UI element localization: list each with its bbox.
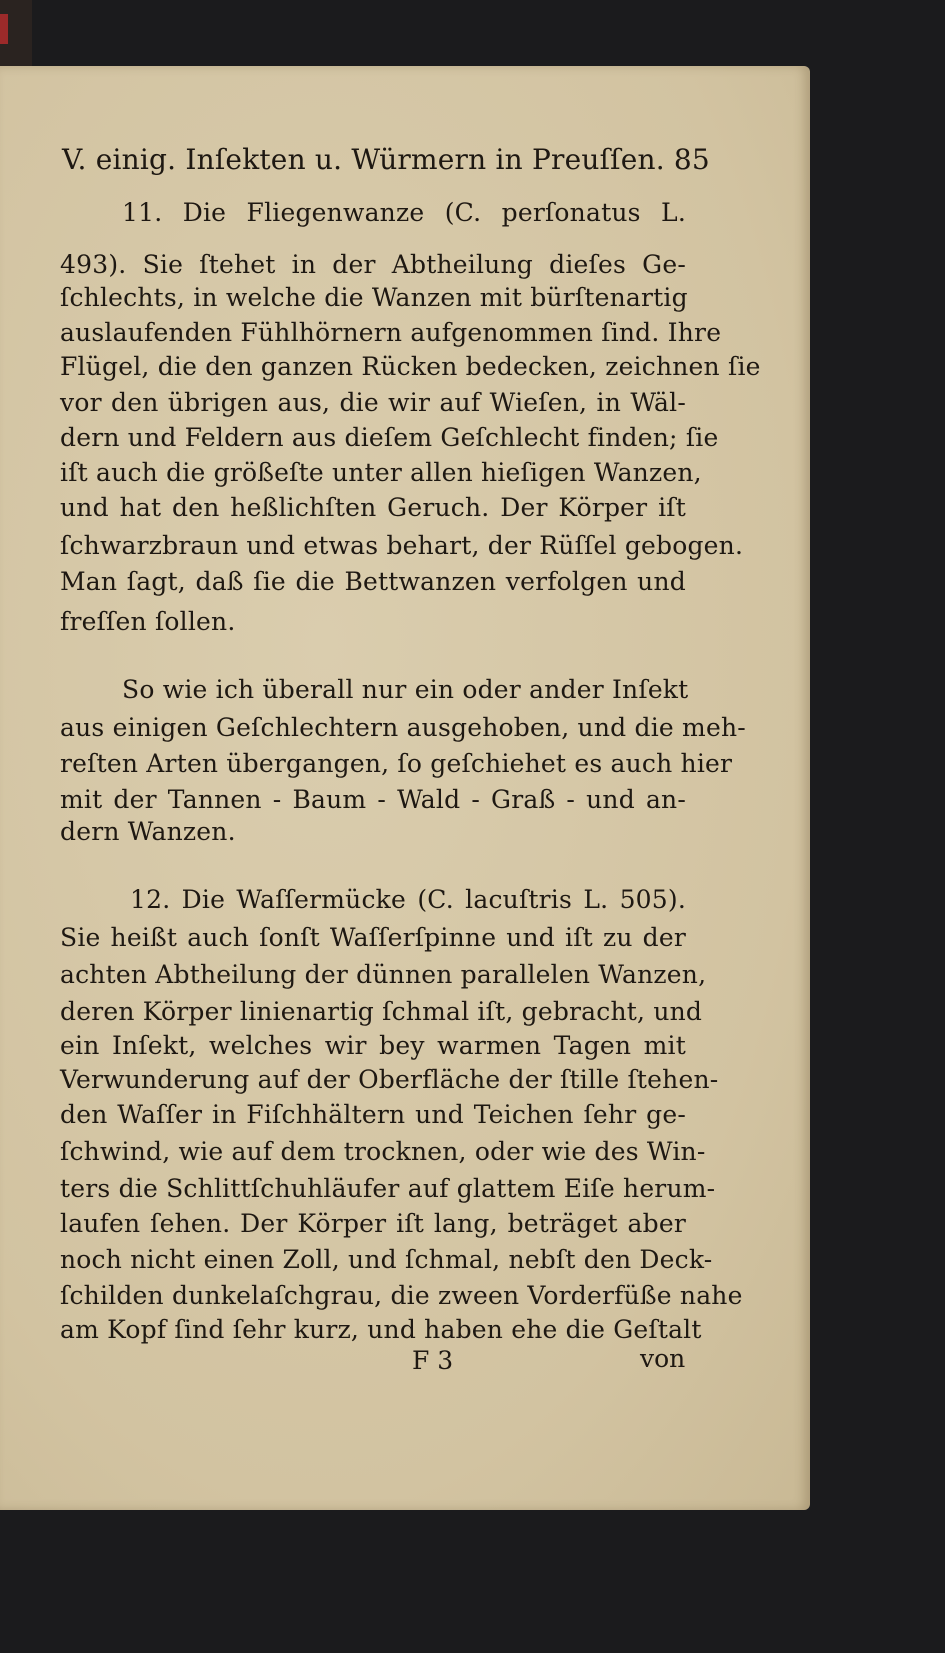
text-line: noch nicht einen Zoll, und ſchmal, nebſt den Deck- [60, 1245, 713, 1274]
text-line: Man ſagt, daß ſie die Bettwanzen verfolgen und [60, 567, 686, 596]
text-line: ſchlechts, in welche die Wanzen mit bürſtenartig [60, 283, 688, 312]
text-line: vor den übrigen aus, die wir auf Wieſen, in Wäl- [60, 388, 686, 417]
text-line: So wie ich überall nur ein oder ander Inſekt [122, 675, 689, 704]
text-line: ters die Schlittſchuhläufer auf glattem Eiſe herum- [60, 1174, 716, 1203]
text-line: auslaufenden Fühlhörnern aufgenommen ſind. Ihre [60, 318, 722, 347]
text-line: reſten Arten übergangen, ſo geſchiehet es auch hier [60, 749, 733, 778]
text-line: 493). Sie ſtehet in der Abtheilung dieſes Ge- [60, 250, 686, 279]
book-page [0, 66, 810, 1510]
text-line: 11. Die Fliegenwanze (C. perſonatus L. [122, 198, 686, 227]
text-line: Sie heißt auch ſonſt Waſſerſpinne und iſt zu der [60, 923, 686, 952]
text-line: ein Inſekt, welches wir bey warmen Tagen mit [60, 1031, 686, 1060]
running-title: V. einig. Inſekten u. Würmern in Preuſſen. [62, 143, 665, 176]
text-line: aus einigen Geſchlechtern ausgehoben, und die meh- [60, 713, 746, 742]
catchword: von [640, 1344, 686, 1373]
text-line: ſchwind, wie auf dem trocknen, oder wie des Win- [60, 1137, 706, 1166]
book-spine-edge [0, 0, 32, 66]
text-line: iſt auch die größeſte unter allen hieſigen Wanzen, [60, 458, 702, 487]
text-line: freſſen ſollen. [60, 607, 236, 636]
text-line: dern Wanzen. [60, 817, 236, 846]
text-line: achten Abtheilung der dünnen parallelen Wanzen, [60, 960, 707, 989]
text-line: 12. Die Waſſermücke (C. lacuſtris L. 505). [130, 885, 686, 914]
text-line: den Waſſer in Fiſchhältern und Teichen ſehr ge- [60, 1100, 686, 1129]
text-line: ſchilden dunkelaſchgrau, die zween Vorderfüße nahe [60, 1281, 743, 1310]
text-line: und hat den heßlichſten Geruch. Der Körper iſt [60, 493, 686, 522]
text-line: Flügel, die den ganzen Rücken bedecken, zeichnen ſie [60, 352, 761, 381]
text-line: mit der Tannen - Baum - Wald - Graß - und an- [60, 785, 686, 814]
text-line: deren Körper linienartig ſchmal iſt, gebracht, und [60, 997, 703, 1026]
text-line: ſchwarzbraun und etwas behart, der Rüſſel gebogen. [60, 531, 744, 560]
running-header [62, 143, 710, 177]
text-line: laufen ſehen. Der Körper iſt lang, beträget aber [60, 1209, 686, 1238]
page-number: 85 [673, 143, 710, 176]
signature-mark: F 3 [412, 1346, 454, 1375]
text-line: am Kopf ſind ſehr kurz, und haben ehe die Geſtalt [60, 1315, 702, 1344]
text-line: dern und Feldern aus dieſem Geſchlecht finden; ſie [60, 423, 719, 452]
text-line: Verwunderung auf der Oberfläche der ſtille ſtehen- [60, 1065, 719, 1094]
